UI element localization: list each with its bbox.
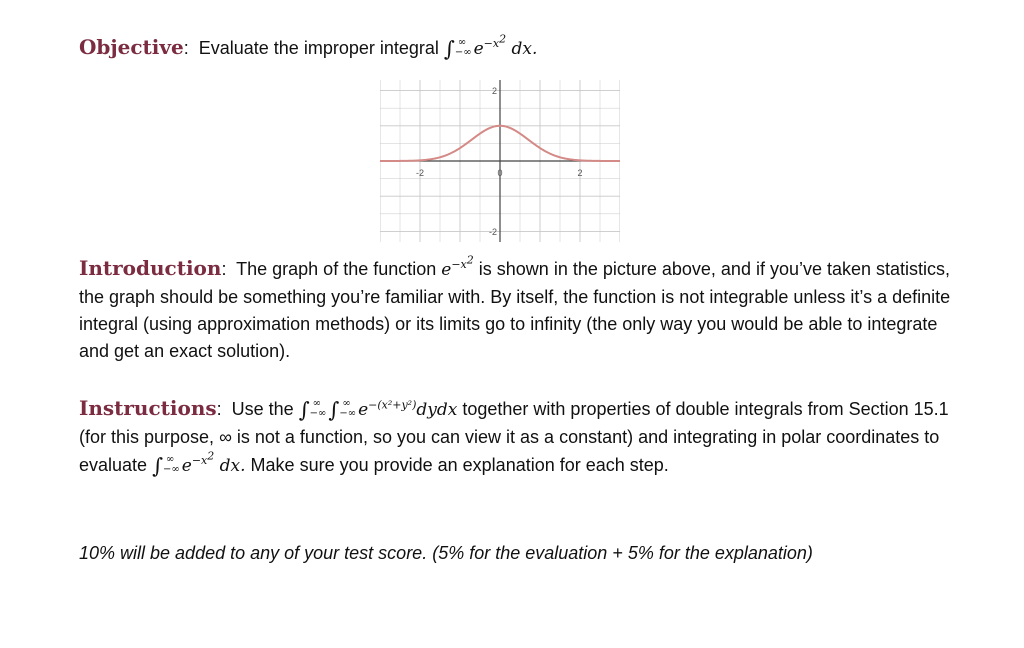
double-integral-expression: ∫ ∞ −∞ ∫ ∞ −∞ $e^{-(x^2+y^2)}dydx$ [298, 397, 458, 422]
objective-paragraph: Objective: Evaluate the improper integral ∫ ∞ −∞ $e^{-x^2}$ dx. [79, 32, 538, 61]
exponent: −x2 [483, 32, 507, 51]
x-tick-label: 0 [497, 168, 503, 178]
objective-text: Evaluate the improper integral [198, 38, 439, 58]
instructions-paragraph: Instructions: Use the ∫ ∞ −∞ ∫ ∞ −∞ $e^{-(x^2+y^2)}dydx$ together with properties of double integrals from Section 15.1 (for this purpose, ∞ is not a function, so you can view it as a constant) and integrating in polar coordinates to evaluate ∫ ∞ −∞ $e^{-x^2}$ dx. Make sure you provide an explanation for each step. [79, 396, 949, 478]
integral-expression-2: ∫ ∞ −∞ $e^{-x^2}$ dx. [152, 449, 246, 478]
introduction-heading: Introduction [79, 256, 222, 280]
y-tick-label: 2 [491, 86, 497, 97]
x-tick-label: -2 [415, 168, 425, 178]
x-tick-label: 2 [577, 168, 583, 178]
function-expression: $e^{-x^2}$ [441, 253, 474, 280]
instructions-heading: Instructions [79, 396, 217, 420]
integral-expression: ∫ ∞ −∞ $e^{-x^2}$ dx. [443, 32, 538, 61]
bonus-note: 10% will be added to any of your test score. (5% for the evaluation + 5% for the explanation) [79, 543, 813, 563]
objective-heading: Objective [79, 35, 184, 59]
y-tick-label: -2 [488, 226, 497, 237]
gaussian-graph [380, 80, 620, 242]
introduction-paragraph: Introduction: The graph of the function $e^{-x^2}$ is shown in the picture above, and if you’ve taken statistics, the graph should be something you’re familiar with. By itself, the function is not integrable unless it’s a definite integral (using approximation methods) or its limits go to infinity (the only way you would be able to integrate and get an exact solution). [79, 253, 951, 361]
